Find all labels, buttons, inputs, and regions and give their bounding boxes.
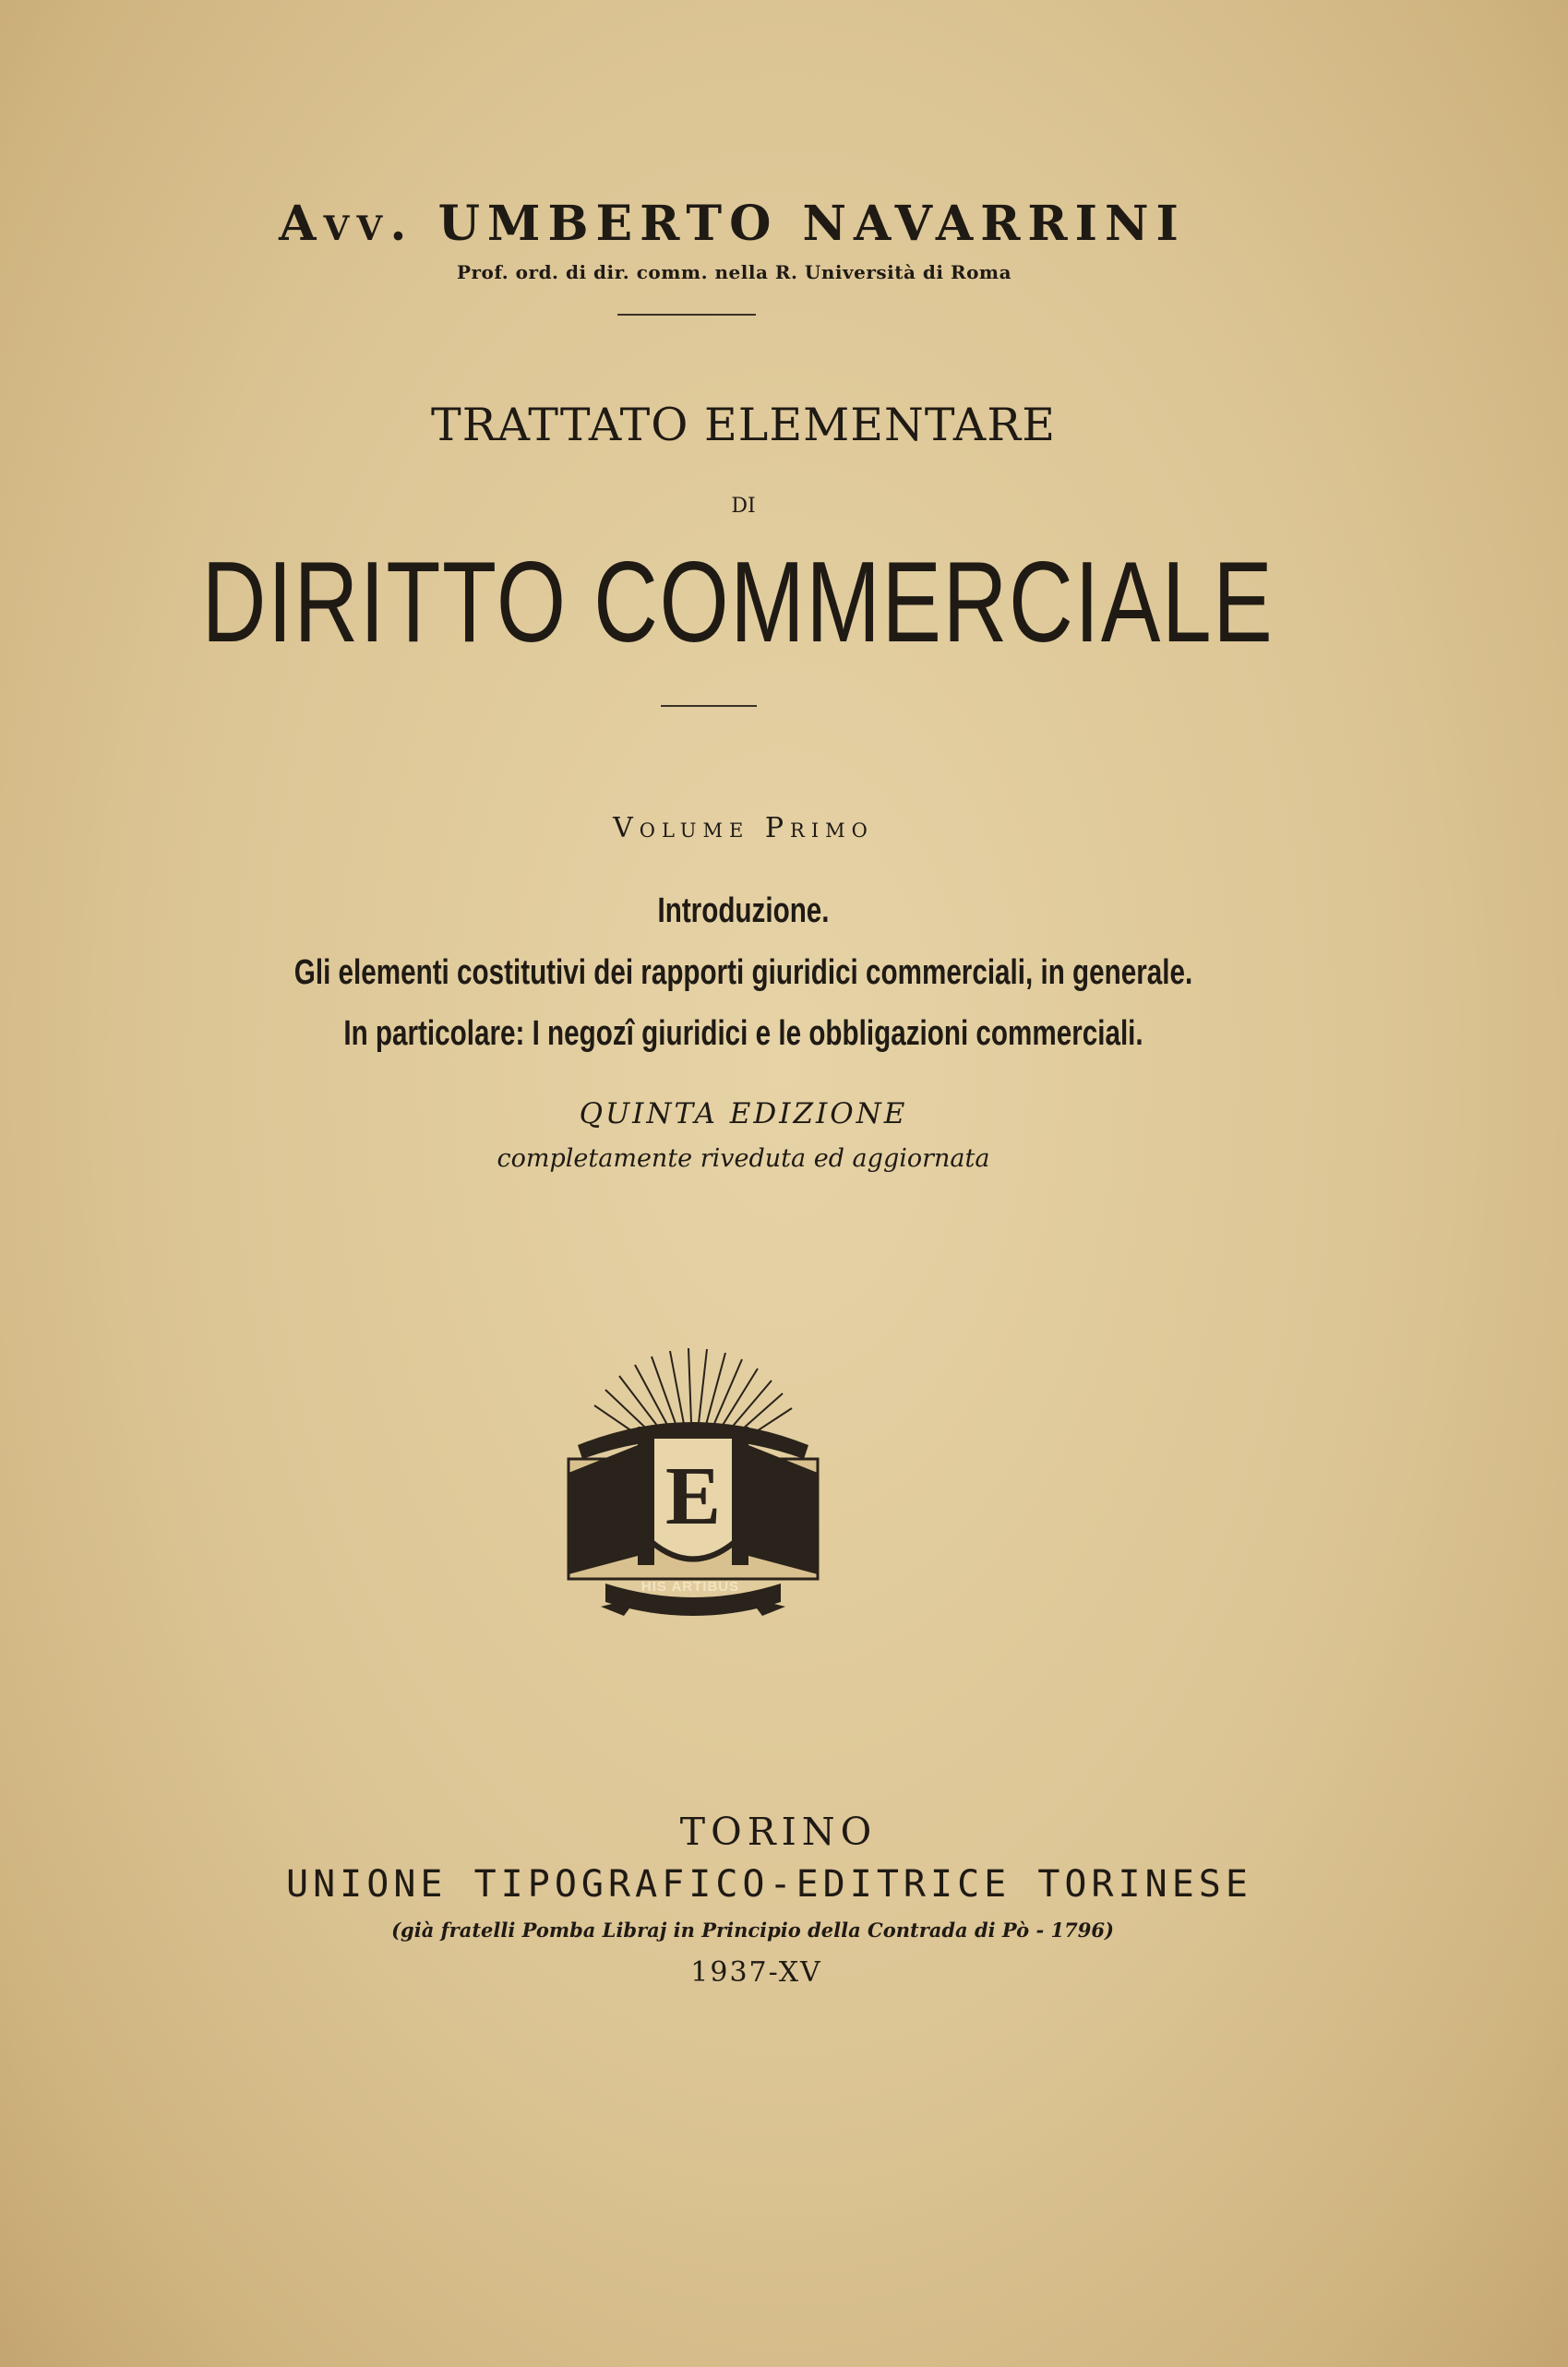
title-connector: DI: [731, 495, 756, 518]
divider-middle: [661, 705, 757, 707]
author-line: [0, 196, 1516, 252]
subject-line-2: Gli elementi costitutivi dei rapporti giuridici commerciali, in generale.: [293, 953, 1193, 992]
main-title: DIRITTO COMMERCIALE: [201, 539, 1275, 666]
subject-line-1: Introduzione.: [657, 891, 830, 930]
volume-label: Volume Primo: [613, 812, 874, 844]
subject-line-3: In particolare: I negozî giuridici e le obbligazioni commerciali.: [343, 1014, 1143, 1053]
edition-note: completamente riveduta ed aggiornata: [497, 1144, 990, 1173]
emblem-motto: HIS ARTIBUS: [640, 1579, 740, 1595]
author-name: UMBERTO NAVARRINI: [437, 196, 1186, 252]
title-line-1: TRATTATO ELEMENTARE: [431, 399, 1056, 451]
imprint-city: TORINO: [679, 1810, 878, 1854]
edition-label: QUINTA EDIZIONE: [579, 1097, 908, 1130]
author-affiliation: Prof. ord. di dir. comm. nella R. Università di Roma: [456, 261, 1012, 283]
imprint-history: (già fratelli Pomba Libraj in Principio della Contrada di Pò - 1796): [391, 1919, 1114, 1942]
divider-top: [617, 314, 756, 316]
imprint-publisher: UNIONE TIPOGRAFICO-EDITRICE TORINESE: [286, 1863, 1252, 1906]
author-prefix: Avv.: [279, 196, 414, 252]
imprint-year: 1937-XV: [690, 1956, 822, 1989]
svg-text:E: E: [664, 1451, 722, 1542]
